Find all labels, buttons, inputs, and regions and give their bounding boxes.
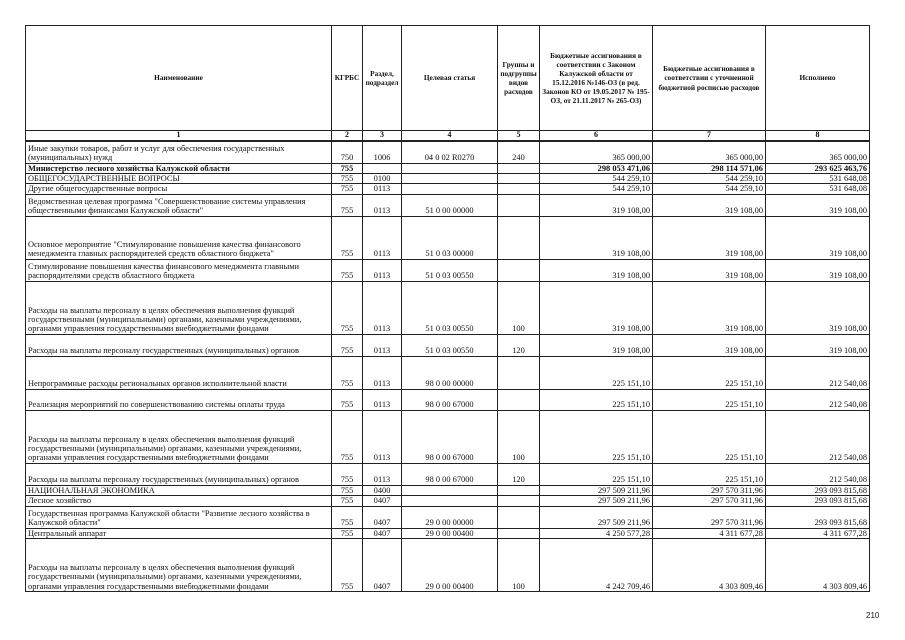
row-executed: 212 540,08 <box>766 356 870 389</box>
row-law-allocation: 544 259,10 <box>540 173 653 183</box>
row-name: НАЦИОНАЛЬНАЯ ЭКОНОМИКА <box>26 485 332 495</box>
row-executed: 319 108,00 <box>766 334 870 356</box>
row-law-allocation: 544 259,10 <box>540 184 653 194</box>
row-expense-group <box>498 506 540 528</box>
row-expense-group <box>498 356 540 389</box>
row-revised-allocation: 365 000,00 <box>653 141 766 163</box>
row-kgrbs: 755 <box>332 485 363 495</box>
table-row <box>26 259 870 281</box>
row-executed: 293 093 815,68 <box>766 485 870 495</box>
row-expense-group <box>498 216 540 259</box>
row-target-article <box>402 485 498 495</box>
row-revised-allocation: 225 151,10 <box>653 389 766 410</box>
row-name: Непрограммные расходы региональных органов исполнительной власти <box>26 356 332 389</box>
table-row <box>26 216 870 259</box>
column-number: 5 <box>498 131 540 142</box>
row-section: 0113 <box>363 334 402 356</box>
row-law-allocation: 319 108,00 <box>540 281 653 334</box>
row-target-article: 98 0 00 00000 <box>402 356 498 389</box>
row-revised-allocation: 297 570 311,96 <box>653 506 766 528</box>
row-revised-allocation: 298 114 571,06 <box>653 163 766 173</box>
table-row <box>26 528 870 538</box>
row-executed: 212 540,08 <box>766 410 870 463</box>
row-expense-group: 120 <box>498 463 540 485</box>
row-section: 0407 <box>363 496 402 506</box>
row-name: Расходы на выплаты персоналу в целях обеспечения выполнения функций государственными (муниципальными) органами, казенными учреждениями, органами управления государственными внебюджетными фондами <box>26 410 332 463</box>
row-target-article <box>402 184 498 194</box>
row-target-article: 51 0 03 00550 <box>402 281 498 334</box>
row-expense-group <box>498 485 540 495</box>
row-executed: 319 108,00 <box>766 216 870 259</box>
row-revised-allocation: 225 151,10 <box>653 410 766 463</box>
row-kgrbs: 755 <box>332 496 363 506</box>
row-expense-group: 100 <box>498 538 540 591</box>
table-row <box>26 281 870 334</box>
table-row <box>26 194 870 216</box>
row-expense-group <box>498 389 540 410</box>
row-target-article: 29 0 00 00400 <box>402 528 498 538</box>
row-kgrbs: 755 <box>332 173 363 183</box>
row-expense-group <box>498 528 540 538</box>
table-row <box>26 184 870 194</box>
table-row <box>26 141 870 163</box>
row-law-allocation: 298 053 471,06 <box>540 163 653 173</box>
header-section: Раздел, подраздел <box>363 26 402 131</box>
table-row <box>26 389 870 410</box>
row-executed: 531 648,08 <box>766 184 870 194</box>
row-law-allocation: 225 151,10 <box>540 389 653 410</box>
page-number: 210 <box>866 611 880 620</box>
row-law-allocation: 297 509 211,96 <box>540 496 653 506</box>
column-number: 7 <box>653 131 766 142</box>
column-number: 2 <box>332 131 363 142</box>
row-section: 0400 <box>363 485 402 495</box>
row-section: 0100 <box>363 173 402 183</box>
row-expense-group: 100 <box>498 410 540 463</box>
row-kgrbs: 755 <box>332 334 363 356</box>
row-law-allocation: 319 108,00 <box>540 334 653 356</box>
row-kgrbs: 755 <box>332 410 363 463</box>
row-name: Министерство лесного хозяйства Калужской области <box>26 163 332 173</box>
header-expense-group: Группы и подгруппы видов расходов <box>498 26 540 131</box>
table-row <box>26 485 870 495</box>
table-body <box>26 141 870 591</box>
row-target-article: 51 0 03 00550 <box>402 259 498 281</box>
row-section: 0113 <box>363 259 402 281</box>
row-section: 0407 <box>363 506 402 528</box>
row-executed: 4 311 677,28 <box>766 528 870 538</box>
column-number: 3 <box>363 131 402 142</box>
row-name: Иные закупки товаров, работ и услуг для обеспечения государственных (муниципальных) нужд <box>26 141 332 163</box>
row-section: 0113 <box>363 194 402 216</box>
row-executed: 365 000,00 <box>766 141 870 163</box>
row-target-article: 98 0 00 67000 <box>402 410 498 463</box>
header-row <box>26 26 870 131</box>
row-expense-group <box>498 173 540 183</box>
row-law-allocation: 4 242 709,46 <box>540 538 653 591</box>
row-target-article: 51 0 03 00000 <box>402 216 498 259</box>
table-row <box>26 163 870 173</box>
row-expense-group: 120 <box>498 334 540 356</box>
row-section: 0113 <box>363 410 402 463</box>
row-executed: 319 108,00 <box>766 259 870 281</box>
row-section: 0113 <box>363 356 402 389</box>
row-kgrbs: 755 <box>332 216 363 259</box>
row-name: Расходы на выплаты персоналу в целях обеспечения выполнения функций государственными (муниципальными) органами, казенными учреждениями, органами управления государственными внебюджетными фондами <box>26 538 332 591</box>
row-expense-group <box>498 163 540 173</box>
row-section: 0113 <box>363 281 402 334</box>
row-target-article: 04 0 02 R0270 <box>402 141 498 163</box>
row-section: 0113 <box>363 389 402 410</box>
row-target-article <box>402 163 498 173</box>
row-revised-allocation: 544 259,10 <box>653 184 766 194</box>
row-revised-allocation: 319 108,00 <box>653 281 766 334</box>
row-name: Центральный аппарат <box>26 528 332 538</box>
row-executed: 319 108,00 <box>766 194 870 216</box>
row-executed: 319 108,00 <box>766 281 870 334</box>
row-section: 0407 <box>363 538 402 591</box>
header-kgrbs: КГРБС <box>332 26 363 131</box>
column-number: 4 <box>402 131 498 142</box>
row-target-article: 29 0 00 00000 <box>402 506 498 528</box>
row-section: 0113 <box>363 216 402 259</box>
header-target-article: Целевая статья <box>402 26 498 131</box>
row-section: 0407 <box>363 528 402 538</box>
table-row <box>26 334 870 356</box>
row-executed: 531 648,08 <box>766 173 870 183</box>
column-number-row <box>26 131 870 142</box>
column-number: 8 <box>766 131 870 142</box>
row-target-article: 29 0 00 00400 <box>402 538 498 591</box>
row-kgrbs: 755 <box>332 506 363 528</box>
table-row <box>26 496 870 506</box>
row-kgrbs: 755 <box>332 184 363 194</box>
row-law-allocation: 225 151,10 <box>540 410 653 463</box>
row-section: 0113 <box>363 463 402 485</box>
row-executed: 293 093 815,68 <box>766 496 870 506</box>
row-kgrbs: 755 <box>332 259 363 281</box>
row-name: Ведомственная целевая программа "Совершенствование системы управления общественными финансами Калужской области" <box>26 194 332 216</box>
row-target-article <box>402 173 498 183</box>
header-revised-allocations: Бюджетные ассигнования в соответствии с уточненной бюджетной росписью расходов <box>653 26 766 131</box>
row-revised-allocation: 4 311 677,28 <box>653 528 766 538</box>
column-number: 6 <box>540 131 653 142</box>
row-executed: 212 540,08 <box>766 463 870 485</box>
row-revised-allocation: 319 108,00 <box>653 259 766 281</box>
row-section: 0113 <box>363 184 402 194</box>
row-revised-allocation: 297 570 311,96 <box>653 485 766 495</box>
row-revised-allocation: 297 570 311,96 <box>653 496 766 506</box>
header-name: Наименование <box>26 26 332 131</box>
row-law-allocation: 225 151,10 <box>540 463 653 485</box>
row-name: Стимулирование повышения качества финансового менеджмента главными распорядителями средств областного бюджета <box>26 259 332 281</box>
row-revised-allocation: 544 259,10 <box>653 173 766 183</box>
row-kgrbs: 755 <box>332 281 363 334</box>
row-law-allocation: 319 108,00 <box>540 194 653 216</box>
row-expense-group <box>498 496 540 506</box>
table-row <box>26 506 870 528</box>
row-name: Расходы на выплаты персоналу государственных (муниципальных) органов <box>26 463 332 485</box>
column-number: 1 <box>26 131 332 142</box>
table-row <box>26 356 870 389</box>
header-executed: Исполнено <box>766 26 870 131</box>
row-target-article <box>402 496 498 506</box>
table-row <box>26 173 870 183</box>
row-revised-allocation: 319 108,00 <box>653 334 766 356</box>
row-name: Расходы на выплаты персоналу в целях обеспечения выполнения функций государственными (муниципальными) органами, казенными учреждениями, органами управления государственными внебюджетными фондами <box>26 281 332 334</box>
row-expense-group <box>498 259 540 281</box>
row-law-allocation: 297 509 211,96 <box>540 506 653 528</box>
row-name: Государственная программа Калужской области "Развитие лесного хозяйства в Калужской области" <box>26 506 332 528</box>
row-executed: 212 540,08 <box>766 389 870 410</box>
row-revised-allocation: 319 108,00 <box>653 194 766 216</box>
row-expense-group: 100 <box>498 281 540 334</box>
row-executed: 293 093 815,68 <box>766 506 870 528</box>
row-expense-group: 240 <box>498 141 540 163</box>
row-revised-allocation: 225 151,10 <box>653 463 766 485</box>
row-name: Основное мероприятие "Стимулирование повышения качества финансового менеджмента главных распорядителей средств областного бюджета" <box>26 216 332 259</box>
row-name: Лесное хозяйство <box>26 496 332 506</box>
table-row <box>26 410 870 463</box>
row-expense-group <box>498 184 540 194</box>
row-law-allocation: 225 151,10 <box>540 356 653 389</box>
row-revised-allocation: 225 151,10 <box>653 356 766 389</box>
row-law-allocation: 319 108,00 <box>540 259 653 281</box>
row-kgrbs: 755 <box>332 389 363 410</box>
row-target-article: 51 0 03 00550 <box>402 334 498 356</box>
row-law-allocation: 297 509 211,96 <box>540 485 653 495</box>
row-kgrbs: 755 <box>332 538 363 591</box>
row-kgrbs: 750 <box>332 141 363 163</box>
row-target-article: 51 0 00 00000 <box>402 194 498 216</box>
table-row <box>26 463 870 485</box>
row-executed: 293 625 463,76 <box>766 163 870 173</box>
row-section <box>363 163 402 173</box>
row-law-allocation: 4 250 577,28 <box>540 528 653 538</box>
row-law-allocation: 319 108,00 <box>540 216 653 259</box>
row-kgrbs: 755 <box>332 528 363 538</box>
row-revised-allocation: 4 303 809,46 <box>653 538 766 591</box>
row-kgrbs: 755 <box>332 356 363 389</box>
row-kgrbs: 755 <box>332 163 363 173</box>
row-name: ОБЩЕГОСУДАРСТВЕННЫЕ ВОПРОСЫ <box>26 173 332 183</box>
row-target-article: 98 0 00 67000 <box>402 463 498 485</box>
row-executed: 4 303 809,46 <box>766 538 870 591</box>
row-name: Расходы на выплаты персоналу государственных (муниципальных) органов <box>26 334 332 356</box>
row-expense-group <box>498 194 540 216</box>
table-row <box>26 538 870 591</box>
header-law-allocations: Бюджетные ассигнования в соответствии с Законом Калужской области от 15.12.2016 №146-ОЗ (в ред. Законов КО от 19.05.2017 № 195-ОЗ, от 21.11.2017 № 265-ОЗ) <box>540 26 653 131</box>
row-revised-allocation: 319 108,00 <box>653 216 766 259</box>
row-name: Другие общегосударственные вопросы <box>26 184 332 194</box>
row-kgrbs: 755 <box>332 194 363 216</box>
row-name: Реализация мероприятий по совершенствованию системы оплаты труда <box>26 389 332 410</box>
budget-table <box>25 25 870 592</box>
row-section: 1006 <box>363 141 402 163</box>
row-kgrbs: 755 <box>332 463 363 485</box>
row-law-allocation: 365 000,00 <box>540 141 653 163</box>
row-target-article: 98 0 00 67000 <box>402 389 498 410</box>
